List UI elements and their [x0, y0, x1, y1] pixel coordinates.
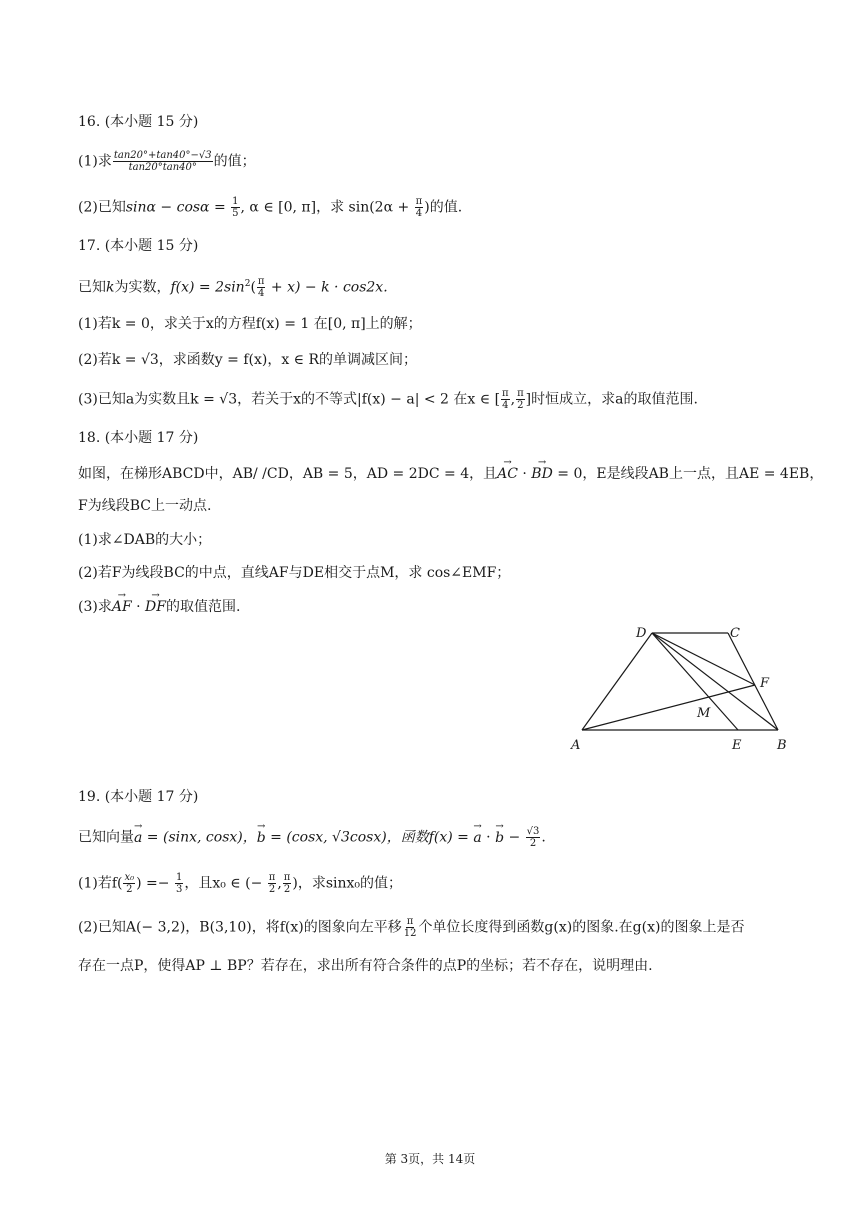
- q18-intro-a: 如图，在梯形ABCD中，AB/ /CD，AB = 5，AD = 2DC = 4，且: [78, 466, 498, 482]
- q17-intro-fx: f(x) = 2sin: [170, 279, 245, 296]
- q17-p3-lead: (3)已知a为实数且k = √3，若关于x的不等式|f(x) − a| < 2 在x ∈ [: [78, 391, 501, 408]
- label-a: A: [571, 738, 581, 753]
- q18-vector-af: → AF: [112, 597, 132, 617]
- q16-p1-frac-num: tan20°+tan40°−√3: [113, 150, 212, 161]
- q19-p1-frac3: [268, 872, 277, 895]
- q16-p2-frac-num: 1: [232, 196, 239, 207]
- q19-vector-b: → b: [257, 828, 266, 848]
- label-e: E: [732, 738, 742, 753]
- q19-p2-b: 个单位长度得到函数g(x)的图象.在g(x)的图象上是否: [418, 919, 745, 936]
- q17-p3-f1-den: 4: [502, 400, 509, 411]
- q18-vector-df: → DF: [145, 597, 166, 617]
- q19-p1-mid2: ，且x₀ ∈ (−: [184, 875, 267, 892]
- q17-p3-f1-num: π: [502, 388, 509, 399]
- q19-p1-f2-num: 1: [175, 872, 183, 883]
- q16-p2-frac2: [415, 196, 424, 219]
- q17-heading: 17. (本小题 15 分): [78, 238, 199, 254]
- q16-p2-frac: [231, 196, 239, 219]
- q19-intro-b: = (sinx, cosx)，: [142, 829, 257, 846]
- q17-intro-sq: 2: [244, 279, 251, 289]
- q18-p3-lead: (3)求: [78, 599, 112, 615]
- q16-part1: [78, 150, 256, 173]
- q19-p1-f4-num: π: [283, 872, 291, 883]
- q19-p2-frac-den: 12: [403, 928, 417, 939]
- q18-part3: [78, 597, 240, 617]
- q16-p2-expr: sinα − cosα =: [125, 199, 231, 216]
- q18-vector-ac: → AC: [497, 464, 518, 484]
- q19-heading: 19. (本小题 17 分): [78, 789, 199, 805]
- q16-p2-frac-den: 5: [232, 208, 239, 219]
- q19-p1-frac2: [175, 872, 183, 895]
- q19-p1-f3-num: π: [268, 872, 276, 883]
- q17-p3-f2-num: π: [517, 388, 524, 399]
- q17-part2: (2)若k = √3，求函数y = f(x)，x ∈ R的单调减区间；: [78, 352, 418, 368]
- q17-p3-tail: ]时恒成立，求a的取值范围.: [525, 391, 698, 408]
- q17-intro-a: 已知: [78, 279, 106, 296]
- label-c: C: [730, 626, 740, 641]
- q17-p3-sep: ,: [510, 391, 516, 408]
- q17-intro-tail: + x) − k · cos2x.: [266, 279, 388, 296]
- q18-part2: (2)若F为线段BC的中点，直线AF与DE相交于点M，求 cos∠EMF；: [78, 565, 511, 581]
- q18-intro-line2: F为线段BC上一动点.: [78, 498, 212, 514]
- q16-p2-frac2-num: π: [415, 196, 423, 207]
- q19-vector-a2: → a: [473, 828, 481, 848]
- q17-intro: [78, 274, 388, 299]
- q16-p2-frac2-den: 4: [415, 208, 423, 219]
- q19-p2-frac-num: π: [406, 916, 414, 927]
- segment-cb: [728, 633, 778, 730]
- q17-intro-paren: (: [250, 279, 256, 296]
- q19-intro-a: 已知向量: [78, 829, 134, 846]
- q17-part3: [78, 388, 698, 411]
- q16-p2-mid: , α ∈ [0, π]，求 sin(2α +: [240, 199, 414, 216]
- q19-p1-tail: )，求sinx₀的值；: [292, 875, 403, 892]
- q19-part1: [78, 872, 402, 895]
- q19-intro-c: = (cosx, √3cosx)，函数f(x) =: [265, 829, 474, 846]
- label-f: F: [760, 676, 770, 691]
- q19-p1-mid: ) =−: [136, 875, 174, 892]
- q17-p3-f2-den: 2: [517, 400, 524, 411]
- q16-p2-lead: (2)已知: [78, 199, 126, 216]
- q19-p1-sep: ,: [277, 875, 282, 892]
- label-m: M: [697, 706, 711, 721]
- page-footer: 第 3页，共 14页: [384, 1152, 476, 1166]
- q17-intro-frac: [257, 276, 266, 299]
- q19-vector-b2: → b: [495, 828, 504, 848]
- q19-p1-frac4: [283, 872, 292, 895]
- q18-part1: (1)求∠DAB的大小；: [78, 532, 212, 548]
- label-d: D: [636, 626, 647, 641]
- q19-p1-f1-num: x₀: [124, 872, 135, 883]
- q19-intro-minus: −: [504, 829, 525, 846]
- q17-intro-frac-num: π: [257, 276, 265, 288]
- q19-p1-f4-den: 2: [283, 884, 291, 895]
- trapezoid-figure: [566, 618, 798, 758]
- q16-p1-fraction: [113, 150, 213, 173]
- q19-part2-line1: [78, 916, 744, 939]
- segment-ad: [582, 633, 652, 730]
- q16-p1-tail: 的值；: [213, 153, 256, 170]
- label-b: B: [777, 738, 787, 753]
- q18-intro-dot: ·: [517, 466, 532, 482]
- q19-vector-a: → a: [134, 828, 142, 848]
- q19-intro-frac-den: 2: [529, 838, 537, 849]
- q16-part2: [78, 196, 462, 219]
- q17-intro-b: 为实数，: [114, 279, 171, 296]
- q19-intro-dot: ·: [481, 829, 496, 846]
- q16-p1-lead: (1)求: [78, 153, 112, 170]
- q19-intro: [78, 826, 546, 849]
- q19-p1-frac1: [123, 872, 135, 895]
- q17-intro-k: k: [106, 279, 115, 296]
- q19-p1-f2-den: 3: [175, 884, 183, 895]
- q18-heading: 18. (本小题 17 分): [78, 430, 199, 446]
- q19-intro-end: .: [541, 829, 546, 846]
- q17-p3-frac2: [516, 388, 525, 411]
- q18-intro-line1: [78, 464, 823, 484]
- q17-part1: (1)若k = 0，求关于x的方程f(x) = 1 在[0, π]上的解；: [78, 316, 422, 332]
- q18-vector-bd: → BD: [531, 464, 553, 484]
- q17-intro-frac-den: 4: [258, 288, 265, 300]
- q19-p1-f1-den: 2: [126, 884, 133, 895]
- q18-intro-b: = 0，E是线段AB上一点，且AE = 4EB，: [552, 466, 824, 482]
- q17-p3-frac1: [501, 388, 510, 411]
- q19-p2-frac: [403, 916, 418, 939]
- segment-af: [582, 685, 755, 730]
- q18-p3-dot: ·: [131, 599, 146, 615]
- segment-de: [652, 633, 738, 730]
- q19-part2-line2: 存在一点P，使得AP ⊥ BP？若存在，求出所有符合条件的点P的坐标；若不存在，说明理由.: [78, 958, 653, 974]
- q19-intro-frac-num: √3: [526, 826, 540, 837]
- q19-intro-frac: [526, 826, 541, 849]
- q16-p1-frac-den: tan20°tan40°: [128, 162, 197, 173]
- q16-p2-tail: )的值.: [424, 199, 463, 216]
- q18-p3-tail: 的取值范围.: [165, 599, 241, 615]
- q19-p1-f3-den: 2: [268, 884, 276, 895]
- q19-p1-lead: (1)若f(: [78, 875, 123, 892]
- q16-heading: 16. (本小题 15 分): [78, 114, 199, 130]
- q19-p2-a: (2)已知A(− 3,2)，B(3,10)，将f(x)的图象向左平移: [78, 919, 402, 936]
